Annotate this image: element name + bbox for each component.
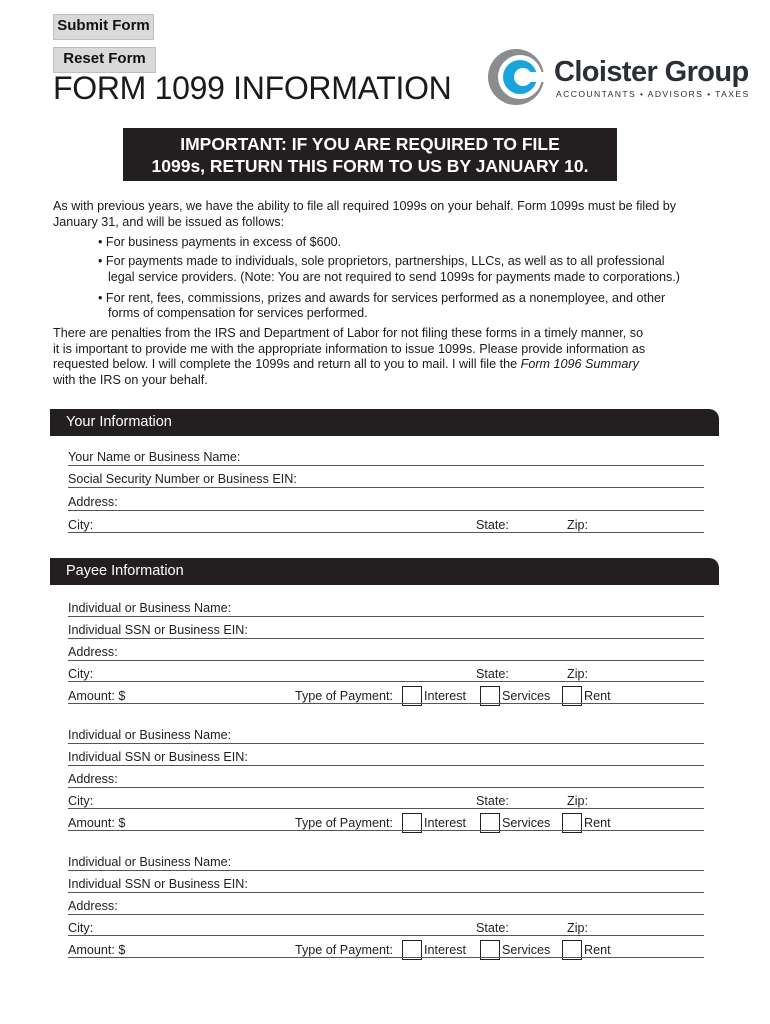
payee-3-address-rule [68, 914, 704, 915]
your-address-label: Address: [68, 495, 118, 509]
important-line-1: IMPORTANT: IF YOU ARE REQUIRED TO FILE [180, 134, 560, 154]
payee-2-amount-label: Amount: $ [68, 816, 126, 830]
logo-tagline: ACCOUNTANTS • ADVISORS • TAXES [556, 89, 750, 99]
payee-1-address-rule [68, 660, 704, 661]
your-name-rule [68, 465, 704, 466]
your-city-label: City: [68, 518, 94, 532]
intro-line-1: As with previous years, we have the ability to file all required 1099s on your behalf. Form 1099s must be filed by [53, 199, 677, 213]
payee-2-city-rule [68, 808, 704, 809]
payee-3-city-label: City: [68, 921, 94, 935]
payee-1-type-label: Type of Payment: [295, 689, 394, 703]
form-1096-summary: Form 1096 Summary [520, 357, 639, 371]
page-title: FORM 1099 INFORMATION [53, 70, 452, 106]
payee-3-amount-label: Amount: $ [68, 943, 126, 957]
submit-form-button[interactable]: Submit Form [53, 14, 154, 40]
bullet-3-line-2: forms of compensation for services performed. [108, 306, 368, 320]
your-city-rule [68, 532, 704, 533]
your-address-rule [68, 510, 704, 511]
your-ssn-label: Social Security Number or Business EIN: [68, 472, 297, 486]
payee-3-interest-label: Interest [424, 943, 466, 957]
payee-1-ssn-rule [68, 638, 704, 639]
payee-2-name-label: Individual or Business Name: [68, 728, 232, 742]
payee-3-amount-rule [68, 957, 704, 958]
your-name-label: Your Name or Business Name: [68, 450, 241, 464]
payee-3-ssn-rule [68, 892, 704, 893]
payee-2-city-label: City: [68, 794, 94, 808]
payee-2-state-label: State: [476, 794, 509, 808]
your-information-header: Your Information [50, 409, 719, 436]
payee-2-interest-label: Interest [424, 816, 466, 830]
payee-3-ssn-label: Individual SSN or Business EIN: [68, 877, 248, 891]
logo-name: Cloister Group [554, 56, 749, 88]
reset-form-button[interactable]: Reset Form [53, 47, 156, 73]
payee-3-address-label: Address: [68, 899, 118, 913]
payee-2-name-rule [68, 743, 704, 744]
payee-1-interest-label: Interest [424, 689, 466, 703]
payee-1-services-label: Services [502, 689, 551, 703]
penalty-line-3 [53, 356, 639, 372]
your-ssn-rule [68, 487, 704, 488]
your-state-label: State: [476, 518, 509, 532]
payee-1-name-label: Individual or Business Name: [68, 601, 232, 615]
payee-2-address-rule [68, 787, 704, 788]
payee-3-rent-label: Rent [584, 943, 611, 957]
payee-3-state-label: State: [476, 921, 509, 935]
payee-3-name-rule [68, 870, 704, 871]
payee-1-city-rule [68, 681, 704, 682]
payee-2-ssn-rule [68, 765, 704, 766]
payee-1-city-label: City: [68, 667, 94, 681]
payee-3-zip-label: Zip: [567, 921, 588, 935]
payee-1-amount-label: Amount: $ [68, 689, 126, 703]
payee-2-ssn-label: Individual SSN or Business EIN: [68, 750, 248, 764]
payee-3-services-label: Services [502, 943, 551, 957]
payee-1-name-rule [68, 616, 704, 617]
bullet-3-line-1: • For rent, fees, commissions, prizes and awards for services performed as a nonemployee, and other [98, 291, 666, 305]
payee-1-rent-label: Rent [584, 689, 611, 703]
payee-2-address-label: Address: [68, 772, 118, 786]
payee-3-name-label: Individual or Business Name: [68, 855, 232, 869]
penalty-line-2: it is important to provide me with the appropriate information to issue 1099s. Please provide information as [53, 342, 646, 356]
payee-1-address-label: Address: [68, 645, 118, 659]
payee-2-zip-label: Zip: [567, 794, 588, 808]
payee-1-zip-label: Zip: [567, 667, 588, 681]
payee-2-rent-label: Rent [584, 816, 611, 830]
important-line-2: 1099s, RETURN THIS FORM TO US BY JANUARY 10. [151, 156, 589, 176]
payee-3-city-rule [68, 935, 704, 936]
cloister-logo-icon [487, 48, 545, 106]
payee-1-amount-rule [68, 703, 704, 704]
bullet-2-line-1: • For payments made to individuals, sole proprietors, partnerships, LLCs, as well as to all professional [98, 254, 665, 268]
bullet-2-line-2: legal service providers. (Note: You are not required to send 1099s for payments made to corporations.) [108, 270, 680, 284]
intro-line-2: January 31, and will be issued as follows: [53, 215, 285, 229]
payee-information-header: Payee Information [50, 558, 719, 585]
payee-2-type-label: Type of Payment: [295, 816, 394, 830]
payee-1-ssn-label: Individual SSN or Business EIN: [68, 623, 248, 637]
your-zip-label: Zip: [567, 518, 588, 532]
payee-1-state-label: State: [476, 667, 509, 681]
important-notice [123, 128, 617, 181]
payee-2-amount-rule [68, 830, 704, 831]
payee-3-type-label: Type of Payment: [295, 943, 394, 957]
bullet-1: • For business payments in excess of $600. [98, 235, 342, 249]
penalty-line-4: with the IRS on your behalf. [53, 373, 208, 387]
penalty-line-1: There are penalties from the IRS and Department of Labor for not filing these forms in a timely manner, so [53, 326, 644, 340]
payee-2-services-label: Services [502, 816, 551, 830]
penalty-line-3-text: requested below. I will complete the 1099s and return all to you to mail. I will file the [53, 357, 521, 371]
